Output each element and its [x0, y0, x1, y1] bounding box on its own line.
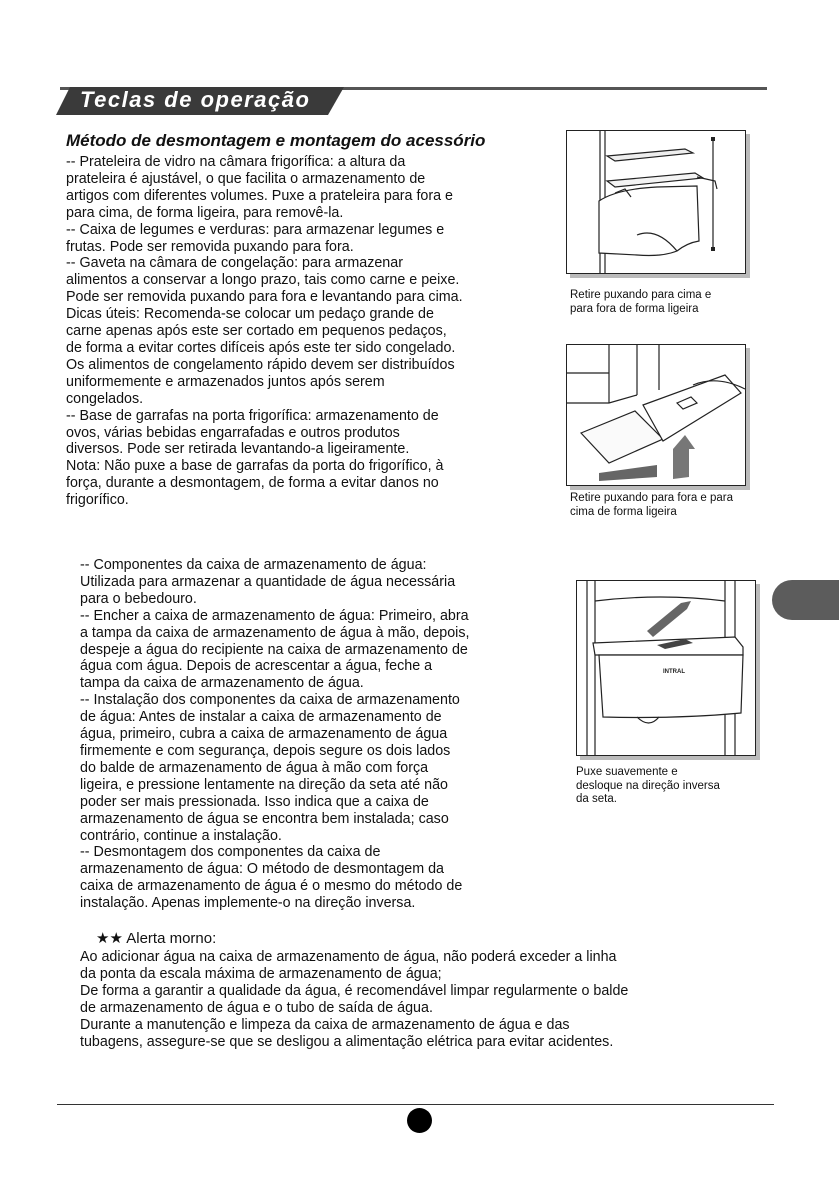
text-line: água com água. Depois de acrescentar a água, feche a [80, 658, 433, 675]
caption-line: cima de forma ligeira [570, 505, 677, 518]
text-line: frutas. Pode ser removida puxando para fora. [66, 238, 354, 255]
text-line: para o bebedouro. [80, 590, 197, 607]
text-line: da ponta da escala máxima de armazenamento de água; [80, 966, 442, 982]
figure-brand-label: INTRAL [663, 669, 685, 675]
text-line: caixa de armazenamento de água é o mesmo do método de [80, 878, 463, 895]
figure-glass-shelf [566, 130, 746, 274]
text-line: instalação. Apenas implemente-o na direção inversa. [80, 895, 416, 912]
instructions-block-2 [80, 557, 469, 912]
caption-line: da seta. [576, 793, 617, 805]
text-line: De forma a garantir a qualidade da água, é recomendável limpar regularmente o balde [80, 983, 629, 999]
chapter-side-tab [772, 580, 839, 620]
caption-line: Puxe suavemente e [576, 766, 678, 778]
text-line: ovos, várias bebidas engarrafadas e outros produtos [66, 424, 400, 441]
section-title: Método de desmontagem e montagem do acessório [66, 131, 486, 150]
text-line: -- Encher a caixa de armazenamento de água: Primeiro, abra [80, 607, 469, 624]
text-line: Utilizada para armazenar a quantidade de água necessária [80, 573, 456, 590]
text-line: a tampa da caixa de armazenamento de água à mão, depois, [80, 624, 470, 641]
text-line: tubagens, assegure-se que se desligou a alimentação elétrica para evitar acidentes. [80, 1034, 614, 1050]
figure-caption [570, 289, 711, 316]
caption-line: Retire puxando para cima e [570, 289, 712, 301]
alert-block [80, 949, 628, 1051]
caption-line: para fora de forma ligeira [570, 302, 699, 315]
text-line: -- Gaveta na câmara de congelação: para armazenar [66, 255, 403, 272]
text-line: força, durante a desmontagem, de forma a evitar danos no [66, 475, 439, 492]
text-line: -- Componentes da caixa de armazenamento de água: [80, 557, 427, 573]
text-line: congelados. [66, 390, 144, 407]
figure-caption [576, 766, 720, 807]
text-line: água, primeiro, cubra a caixa de armazenamento de água [80, 726, 448, 743]
text-line: tampa da caixa de armazenamento de água. [80, 675, 364, 692]
text-line: de armazenamento de água e o tubo de saída de água. [80, 1000, 433, 1016]
text-line: prateleira é ajustável, o que facilita o armazenamento de [66, 170, 426, 187]
text-line: -- Desmontagem dos componentes da caixa de [80, 844, 381, 861]
text-line: armazenamento de água: O método de desmontagem da [80, 861, 445, 878]
footer-rule [57, 1104, 774, 1105]
text-line: armazenamento de água se encontra bem instalada; caso [80, 810, 449, 827]
text-line: Pode ser removida puxando para fora e levantando para cima. [66, 289, 463, 306]
figure-freezer-drawer [566, 344, 746, 486]
text-line: Durante a manutenção e limpeza da caixa de armazenamento de água e das [80, 1017, 570, 1033]
text-line: firmemente e com segurança, depois segure os dois lados [80, 742, 451, 759]
text-line: Os alimentos de congelamento rápido devem ser distribuídos [66, 356, 455, 373]
text-line: alimentos a conservar a longo prazo, tais como carne e peixe. [66, 272, 460, 289]
text-line: de água: Antes de instalar a caixa de armazenamento de [80, 709, 442, 726]
text-line: diversos. Pode ser retirada levantando-a ligeiramente. [66, 441, 410, 458]
text-line: despeje a água do recipiente na caixa de armazenamento de [80, 641, 468, 658]
text-line: -- Base de garrafas na porta frigorífica: armazenamento de [66, 407, 439, 424]
instructions-block-1 [66, 154, 463, 509]
page-number-dot [407, 1108, 432, 1133]
text-line: carne apenas após este ser cortado em pequenos pedaços, [66, 323, 447, 340]
text-line: para cima, de forma ligeira, para removê-la. [66, 204, 344, 221]
caption-line: Retire puxando para fora e para [570, 492, 734, 504]
text-line: frigorífico. [66, 492, 129, 509]
text-line: Nota: Não puxe a base de garrafas da porta do frigorífico, à [66, 458, 444, 475]
text-line: uniformemente e armazenados juntos após serem [66, 373, 385, 390]
text-line: Ao adicionar água na caixa de armazenamento de água, não poderá exceder a linha [80, 949, 617, 965]
text-line: ligeira, e pressione lentamente na direção da seta até não [80, 776, 448, 793]
figure-water-tank [576, 580, 756, 756]
caption-line: desloque na direção inversa [576, 779, 720, 792]
text-line: artigos com diferentes volumes. Puxe a prateleira para fora e [66, 187, 454, 204]
page-title: Teclas de operação [80, 87, 311, 112]
alert-title: ★★ Alerta morno: [96, 930, 217, 947]
figure-caption [570, 492, 733, 519]
text-line: Dicas úteis: Recomenda-se colocar um pedaço grande de [66, 306, 434, 323]
text-line: do balde de armazenamento de água à mão com força [80, 759, 429, 776]
text-line: -- Caixa de legumes e verduras: para armazenar legumes e [66, 221, 445, 238]
text-line: -- Prateleira de vidro na câmara frigorífica: a altura da [66, 154, 406, 170]
text-line: poder ser mais pressionada. Isso indica que a caixa de [80, 793, 429, 810]
text-line: -- Instalação dos componentes da caixa de armazenamento [80, 692, 460, 709]
text-line: de forma a evitar cortes difíceis após este ter sido congelado. [66, 339, 456, 356]
text-line: contrário, continue a instalação. [80, 827, 282, 844]
